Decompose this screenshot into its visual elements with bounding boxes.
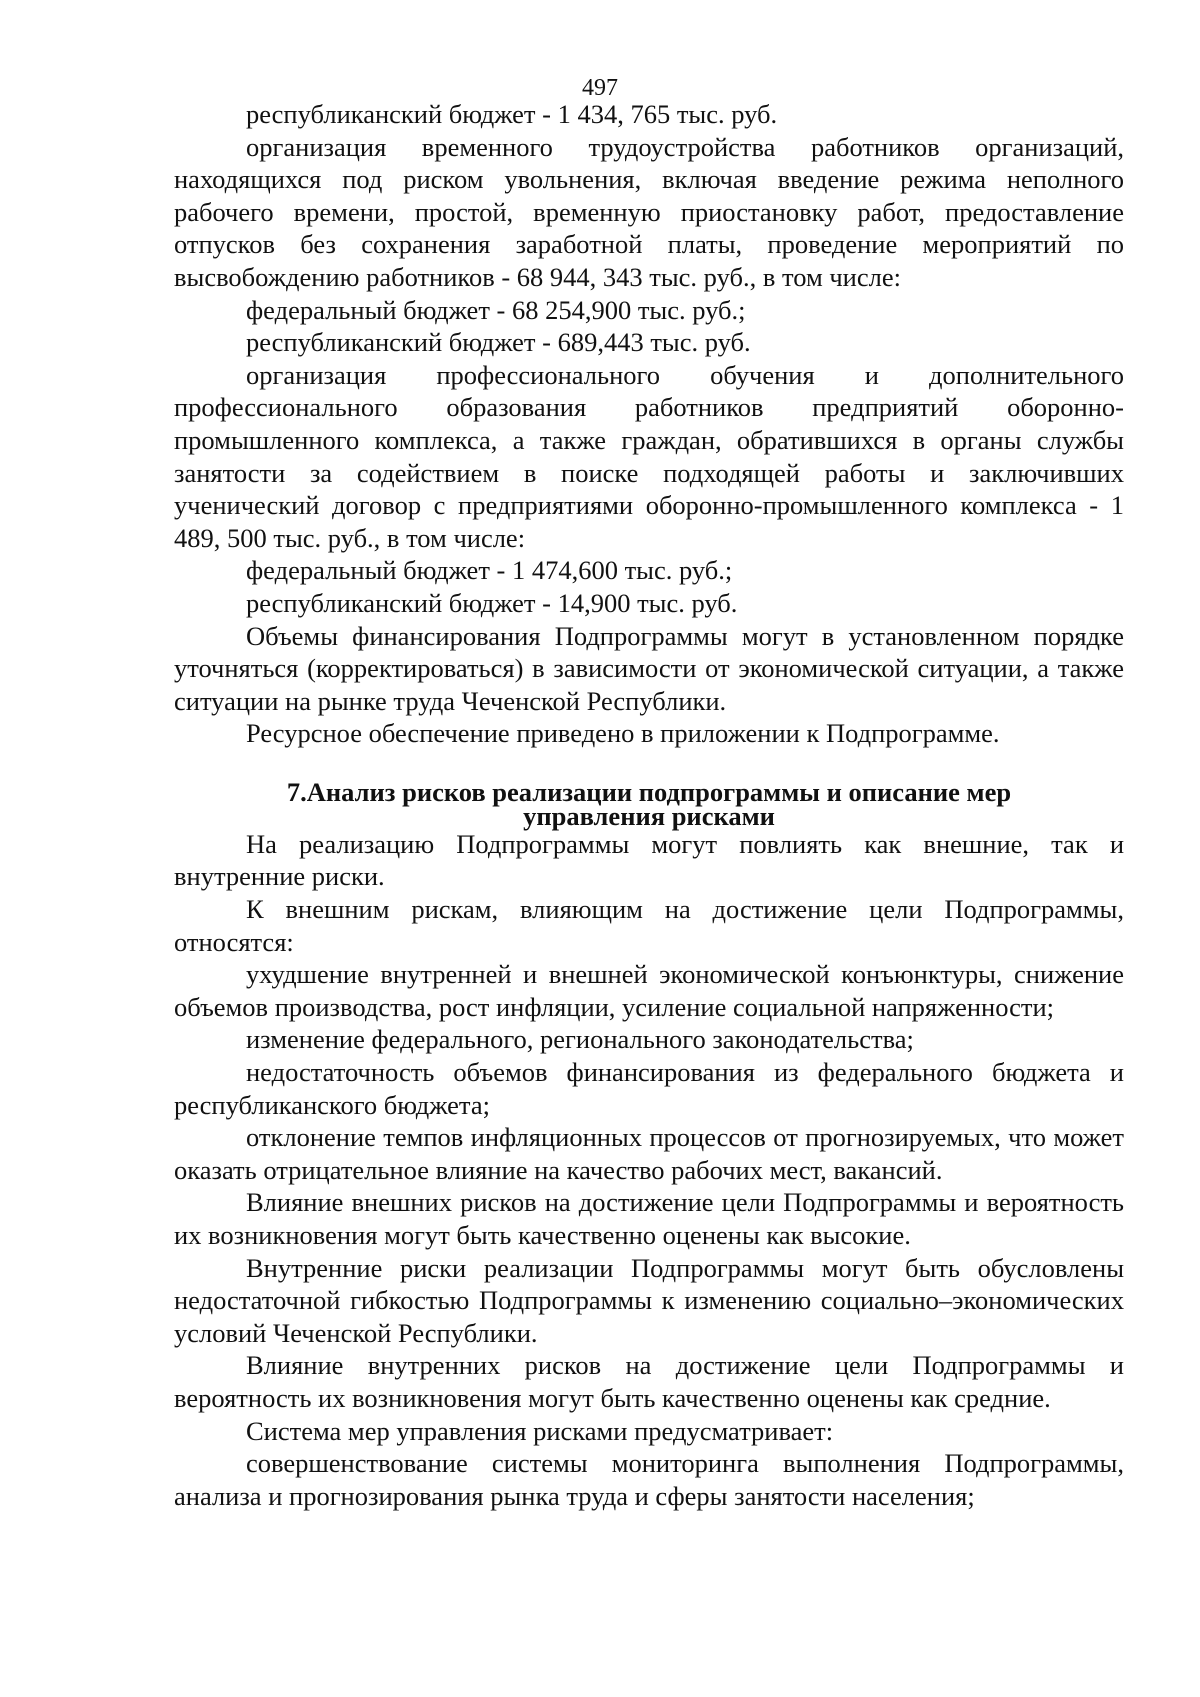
paragraph: недостаточность объемов финансирования из федерального бюджета и республиканского бюджета;: [174, 1057, 1124, 1120]
document-body: [174, 98, 1124, 1512]
paragraph: К внешним рискам, влияющим на достижение цели Подпрограммы, относятся:: [174, 894, 1124, 957]
paragraph: Объемы финансирования Подпрограммы могут в установленном порядке уточняться (корректироваться) в зависимости от экономической ситуации, а также ситуации на рынке труда Чеченской Республики.: [174, 620, 1124, 716]
paragraph: организация профессионального обучения и дополнительного профессионального образования работников предприятий оборонно-промышленного комплекса, а также граждан, обратившихся в органы службы занятости за содействием в поиске подходящей работы и заключивших ученический договор с предприятиями оборонно-промышленного комплекса - 1 489, 500 тыс. руб., в том числе:: [174, 359, 1124, 553]
paragraph: республиканский бюджет - 1 434, 765 тыс. руб.: [246, 99, 778, 129]
section-heading: [174, 776, 1124, 831]
paragraph: ухудшение внутренней и внешней экономической конъюнктуры, снижение объемов производства, рост инфляции, усиление социальной напряженности;: [174, 959, 1124, 1022]
paragraph: федеральный бюджет - 1 474,600 тыс. руб.;: [246, 555, 733, 586]
paragraph: совершенствование системы мониторинга выполнения Подпрограммы, анализа и прогнозирования рынка труда и сферы занятости населения;: [174, 1448, 1124, 1511]
paragraph: республиканский бюджет - 689,443 тыс. руб.: [246, 327, 751, 358]
paragraph: республиканский бюджет - 14,900 тыс. руб.: [246, 587, 738, 618]
paragraph: Система мер управления рисками предусматривает:: [246, 1415, 834, 1446]
page-number: 497: [582, 75, 618, 101]
section-heading-line: управления рисками: [523, 800, 775, 831]
paragraph: организация временного трудоустройства работников организаций, находящихся под риском увольнения, включая введение режима неполного рабочего времени, простой, временную приостановку работ, предоставление отпусков без сохранения заработной платы, проведение мероприятий по высвобождению работников - 68 944, 343 тыс. руб., в том числе:: [174, 131, 1124, 292]
paragraph: федеральный бюджет - 68 254,900 тыс. руб.;: [246, 294, 746, 325]
paragraph: Влияние внешних рисков на достижение цели Подпрограммы и вероятность их возникновения могут быть качественно оценены как высокие.: [174, 1187, 1124, 1250]
paragraph: На реализацию Подпрограммы могут повлиять как внешние, так и внутренние риски.: [174, 828, 1124, 892]
paragraph: изменение федерального, регионального законодательства;: [246, 1024, 914, 1055]
paragraph: Внутренние риски реализации Подпрограммы могут быть обусловлены недостаточной гибкостью Подпрограммы к изменению социально–экономических условий Чеченской Республики.: [174, 1252, 1124, 1348]
paragraph: Ресурсное обеспечение приведено в приложении к Подпрограмме.: [246, 718, 1000, 749]
paragraph: отклонение темпов инфляционных процессов от прогнозируемых, что может оказать отрицательное влияние на качество рабочих мест, вакансий.: [174, 1122, 1124, 1185]
section-heading-line: 7.Анализ рисков реализации подпрограммы и описание мер: [286, 776, 1012, 807]
paragraph: Влияние внутренних рисков на достижение цели Подпрограммы и вероятность их возникновения могут быть качественно оценены как средние.: [174, 1350, 1124, 1413]
